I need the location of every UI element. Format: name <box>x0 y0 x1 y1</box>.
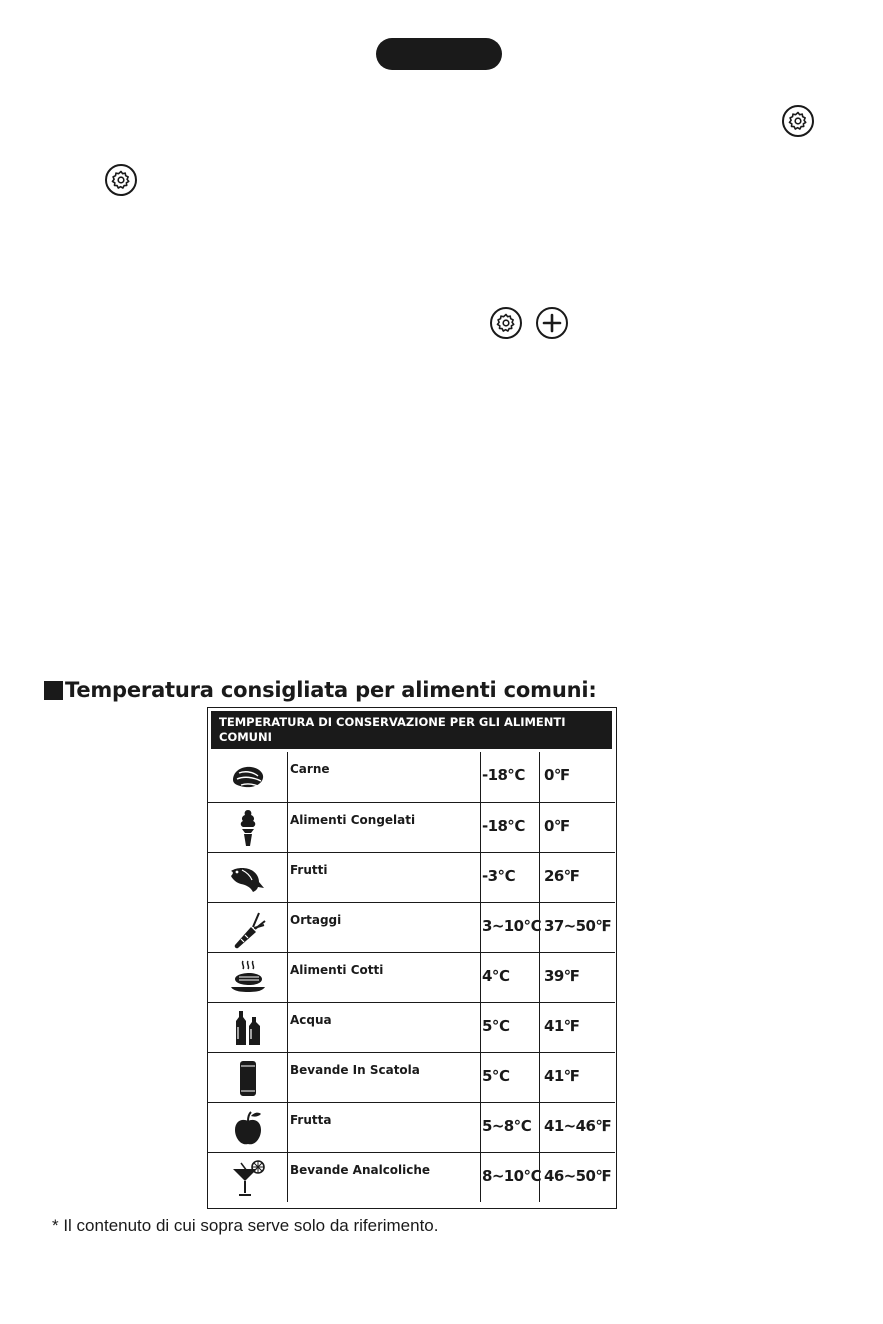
ice-cream-icon <box>208 803 288 852</box>
bullet-square <box>44 681 63 700</box>
meat-icon <box>208 752 288 802</box>
food-name: Frutta <box>288 1103 481 1152</box>
food-name: Alimenti Congelati <box>288 803 481 852</box>
food-name: Acqua <box>288 1003 481 1052</box>
table-row <box>208 802 615 852</box>
section-pill-label <box>376 38 502 70</box>
table-row <box>208 752 615 802</box>
table-header: TEMPERATURA DI CONSERVAZIONE PER GLI ALIMENTI COMUNI <box>211 711 612 749</box>
food-name: Frutti <box>288 853 481 902</box>
fish-icon <box>208 853 288 902</box>
table-row <box>208 1002 615 1052</box>
temp-celsius: 8~10℃ <box>481 1153 540 1202</box>
temp-fahrenheit: 26℉ <box>544 867 580 885</box>
gear-icon <box>781 104 815 138</box>
footnote: * Il contenuto di cui sopra serve solo da riferimento. <box>52 1216 439 1235</box>
temp-fahrenheit: 46~50℉ <box>544 1167 612 1185</box>
food-name: Bevande In Scatola <box>288 1053 481 1102</box>
table-row <box>208 1102 615 1152</box>
temp-celsius: 5℃ <box>481 1053 540 1102</box>
bottles-icon <box>208 1003 288 1052</box>
cooked-food-icon <box>208 953 288 1002</box>
temp-fahrenheit: 41~46℉ <box>544 1117 612 1135</box>
table-row <box>208 1152 615 1202</box>
table-row <box>208 952 615 1002</box>
temp-fahrenheit: 39℉ <box>544 967 580 985</box>
food-name: Carne <box>288 752 481 802</box>
gear-icon <box>489 306 523 340</box>
temp-fahrenheit: 41℉ <box>544 1067 580 1085</box>
temp-fahrenheit: 0℉ <box>544 766 570 784</box>
temp-fahrenheit: 41℉ <box>544 1017 580 1035</box>
temp-celsius: -3℃ <box>481 853 540 902</box>
table-row <box>208 902 615 952</box>
carrot-icon <box>208 903 288 952</box>
food-name: Alimenti Cotti <box>288 953 481 1002</box>
temp-celsius: 5~8℃ <box>481 1103 540 1152</box>
can-icon <box>208 1053 288 1102</box>
temp-celsius: 3~10℃ <box>481 903 540 952</box>
food-name: Bevande Analcoliche <box>288 1153 481 1202</box>
section-title-text: Temperatura consigliata per alimenti comuni: <box>65 678 597 702</box>
storage-temperature-table <box>207 707 617 1209</box>
cocktail-icon <box>208 1153 288 1202</box>
temp-celsius: -18℃ <box>481 752 540 802</box>
table-body <box>208 752 615 1207</box>
temp-celsius: -18℃ <box>481 803 540 852</box>
temp-fahrenheit: 0℉ <box>544 817 570 835</box>
table-row <box>208 1052 615 1102</box>
gear-icon <box>104 163 138 197</box>
section-title <box>44 676 597 704</box>
apple-icon <box>208 1103 288 1152</box>
food-name: Ortaggi <box>288 903 481 952</box>
temp-celsius: 4℃ <box>481 953 540 1002</box>
plus-circle-icon <box>535 306 569 340</box>
table-row <box>208 852 615 902</box>
temp-celsius: 5℃ <box>481 1003 540 1052</box>
temp-fahrenheit: 37~50℉ <box>544 917 612 935</box>
